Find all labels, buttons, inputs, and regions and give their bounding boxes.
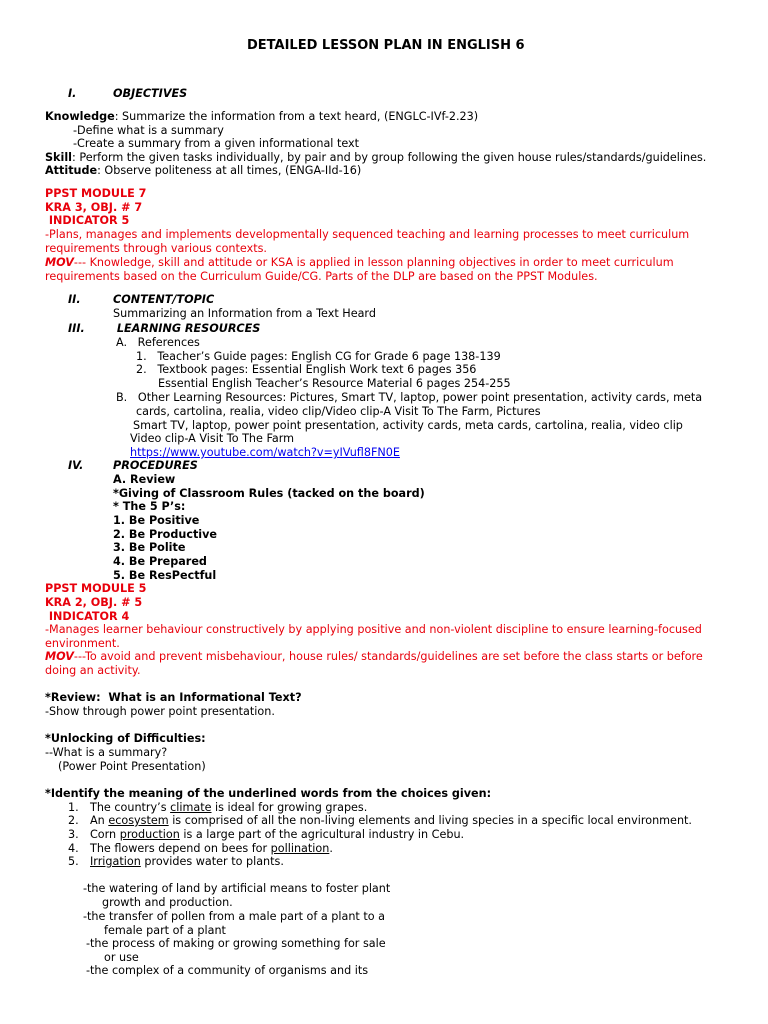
mov-label: MOV — [45, 256, 74, 269]
section-heading-content: CONTENT/TOPIC — [113, 293, 215, 306]
item-text: is a large part of the agricultural industry in Cebu. — [179, 828, 465, 841]
ppst2-indicator-text-2: environment. — [45, 637, 120, 650]
list-item — [90, 814, 692, 827]
unlocking-heading: *Unlocking of Difficulties: — [45, 732, 206, 745]
mov-line-2: requirements based on the Curriculum Guide/CG. Parts of the DLP are based on the PPST Modules. — [45, 270, 598, 283]
page-title: DETAILED LESSON PLAN IN ENGLISH 6 — [247, 38, 525, 53]
ppst-indicator-4: INDICATOR 4 — [45, 610, 130, 623]
section-number: III. — [68, 322, 85, 335]
mov-label: MOV — [45, 650, 74, 663]
item-text: . — [329, 842, 333, 855]
choice-line: growth and production. — [102, 896, 233, 909]
attitude-label: Attitude — [45, 164, 98, 177]
knowledge-sub-1: -Define what is a summary — [73, 124, 224, 137]
mov-text: --- Knowledge, skill and attitude or KSA is applied in lesson planning objectives in order to meet curriculum — [73, 256, 674, 269]
other-resources-4: Video clip-A Visit To The Farm — [130, 432, 295, 445]
rule-4: 4. Be Prepared — [113, 555, 207, 568]
knowledge-sub-2: -Create a summary from a given informational text — [73, 137, 360, 150]
rule-3: 3. Be Polite — [113, 541, 186, 554]
choice-line: female part of a plant — [104, 924, 226, 937]
list-item-number: 1. — [68, 801, 79, 814]
ppst-module-7: PPST MODULE 7 — [45, 187, 147, 200]
list-item-number: 3. — [68, 828, 79, 841]
item-text: The country’s — [90, 801, 171, 814]
other-resources-3: Smart TV, laptop, power point presentation, activity cards, meta cards, cartolina, realia, video clip — [133, 419, 683, 432]
item-text: Corn — [90, 828, 120, 841]
list-item-number: 5. — [68, 855, 79, 868]
list-item — [90, 801, 367, 814]
choice-line: -the watering of land by artificial means to foster plant — [83, 882, 391, 895]
list-item — [90, 828, 464, 841]
skill-text: : Perform the given tasks individually, by pair and by group following the given house rules/standards/guidelines. — [72, 151, 707, 164]
ppst-indicator-5: INDICATOR 5 — [45, 214, 130, 227]
other-resources-2: cards, cartolina, realia, video clip/Video clip-A Visit To The Farm, Pictures — [136, 405, 541, 418]
identify-heading: *Identify the meaning of the underlined words from the choices given: — [45, 787, 492, 800]
section-number: II. — [68, 293, 81, 306]
unlocking-question: --What is a summary? — [45, 746, 168, 759]
ppst-kra-2: KRA 2, OBJ. # 5 — [45, 596, 143, 609]
list-item-number: 4. — [68, 842, 79, 855]
reference-1: 1. Teacher’s Guide pages: English CG for Grade 6 page 138-139 — [136, 350, 501, 363]
knowledge-label: Knowledge — [45, 110, 115, 123]
classroom-rules: *Giving of Classroom Rules (tacked on the board) — [113, 487, 425, 500]
review-heading: A. Review — [113, 473, 176, 486]
item-text: provides water to plants. — [140, 855, 284, 868]
attitude-line — [45, 164, 361, 177]
list-item — [90, 842, 333, 855]
review-answer: -Show through power point presentation. — [45, 705, 275, 718]
underlined-word: pollination — [270, 842, 330, 855]
ppst-module-5: PPST MODULE 5 — [45, 582, 147, 595]
underlined-word: Irrigation — [90, 855, 141, 868]
section-heading-resources: LEARNING RESOURCES — [113, 322, 261, 335]
reference-2: 2. Textbook pages: Essential English Work text 6 pages 356 — [136, 363, 477, 376]
rule-1: 1. Be Positive — [113, 514, 200, 527]
references-item: A. References — [116, 336, 200, 349]
unlocking-note: (Power Point Presentation) — [58, 760, 206, 773]
item-text: is ideal for growing grapes. — [211, 801, 368, 814]
underlined-word: climate — [170, 801, 212, 814]
review-question: *Review: What is an Informational Text? — [45, 691, 302, 704]
topic-text: Summarizing an Information from a Text Heard — [113, 307, 376, 320]
list-item — [90, 855, 284, 868]
section-number: IV. — [68, 459, 84, 472]
youtube-link[interactable]: https://www.youtube.com/watch?v=yIVufl8FN0E — [130, 446, 400, 459]
mov-line-1 — [45, 256, 674, 269]
rule-2: 2. Be Productive — [113, 528, 218, 541]
ppst-indicator-text-1: -Plans, manages and implements developmentally sequenced teaching and learning processes to meet curriculum — [45, 228, 690, 241]
ppst2-indicator-text-1: -Manages learner behaviour constructively by applying positive and non-violent discipline to ensure learning-focused — [45, 623, 702, 636]
choice-line: -the transfer of pollen from a male part of a plant to a — [83, 910, 386, 923]
knowledge-text: : Summarize the information from a text heard, (ENGLC-IVf-2.23) — [114, 110, 479, 123]
skill-label: Skill — [45, 151, 73, 164]
item-text: is comprised of all the non-living elements and living species in a specific local environment. — [168, 814, 692, 827]
item-text: The flowers depend on bees for — [90, 842, 271, 855]
five-ps: * The 5 P’s: — [113, 500, 186, 513]
ppst-kra-3: KRA 3, OBJ. # 7 — [45, 201, 143, 214]
rule-5: 5. Be ResPectful — [113, 569, 217, 582]
item-text: An — [90, 814, 109, 827]
section-heading-procedures: PROCEDURES — [113, 459, 198, 472]
skill-line — [45, 151, 706, 164]
mov2-line-1 — [45, 650, 703, 663]
choice-line: -the process of making or growing something for sale — [86, 937, 386, 950]
ppst-indicator-text-2: requirements through various contexts. — [45, 242, 267, 255]
underlined-word: ecosystem — [108, 814, 169, 827]
section-number: I. — [68, 87, 77, 100]
attitude-text: : Observe politeness at all times, (ENGA-IId-16) — [97, 164, 362, 177]
knowledge-line — [45, 110, 478, 123]
list-item-number: 2. — [68, 814, 79, 827]
reference-2b: Essential English Teacher’s Resource Material 6 pages 254-255 — [158, 377, 511, 390]
underlined-word: production — [119, 828, 180, 841]
mov2-line-2: doing an activity. — [45, 664, 141, 677]
section-heading-objectives: OBJECTIVES — [113, 87, 188, 100]
mov-text: ---To avoid and prevent misbehaviour, house rules/ standards/guidelines are set before the class starts or before — [73, 650, 703, 663]
choice-line: -the complex of a community of organisms and its — [86, 964, 369, 977]
choice-line: or use — [104, 951, 139, 964]
other-resources-1: B. Other Learning Resources: Pictures, Smart TV, laptop, power point presentation, activity cards, meta — [116, 391, 703, 404]
